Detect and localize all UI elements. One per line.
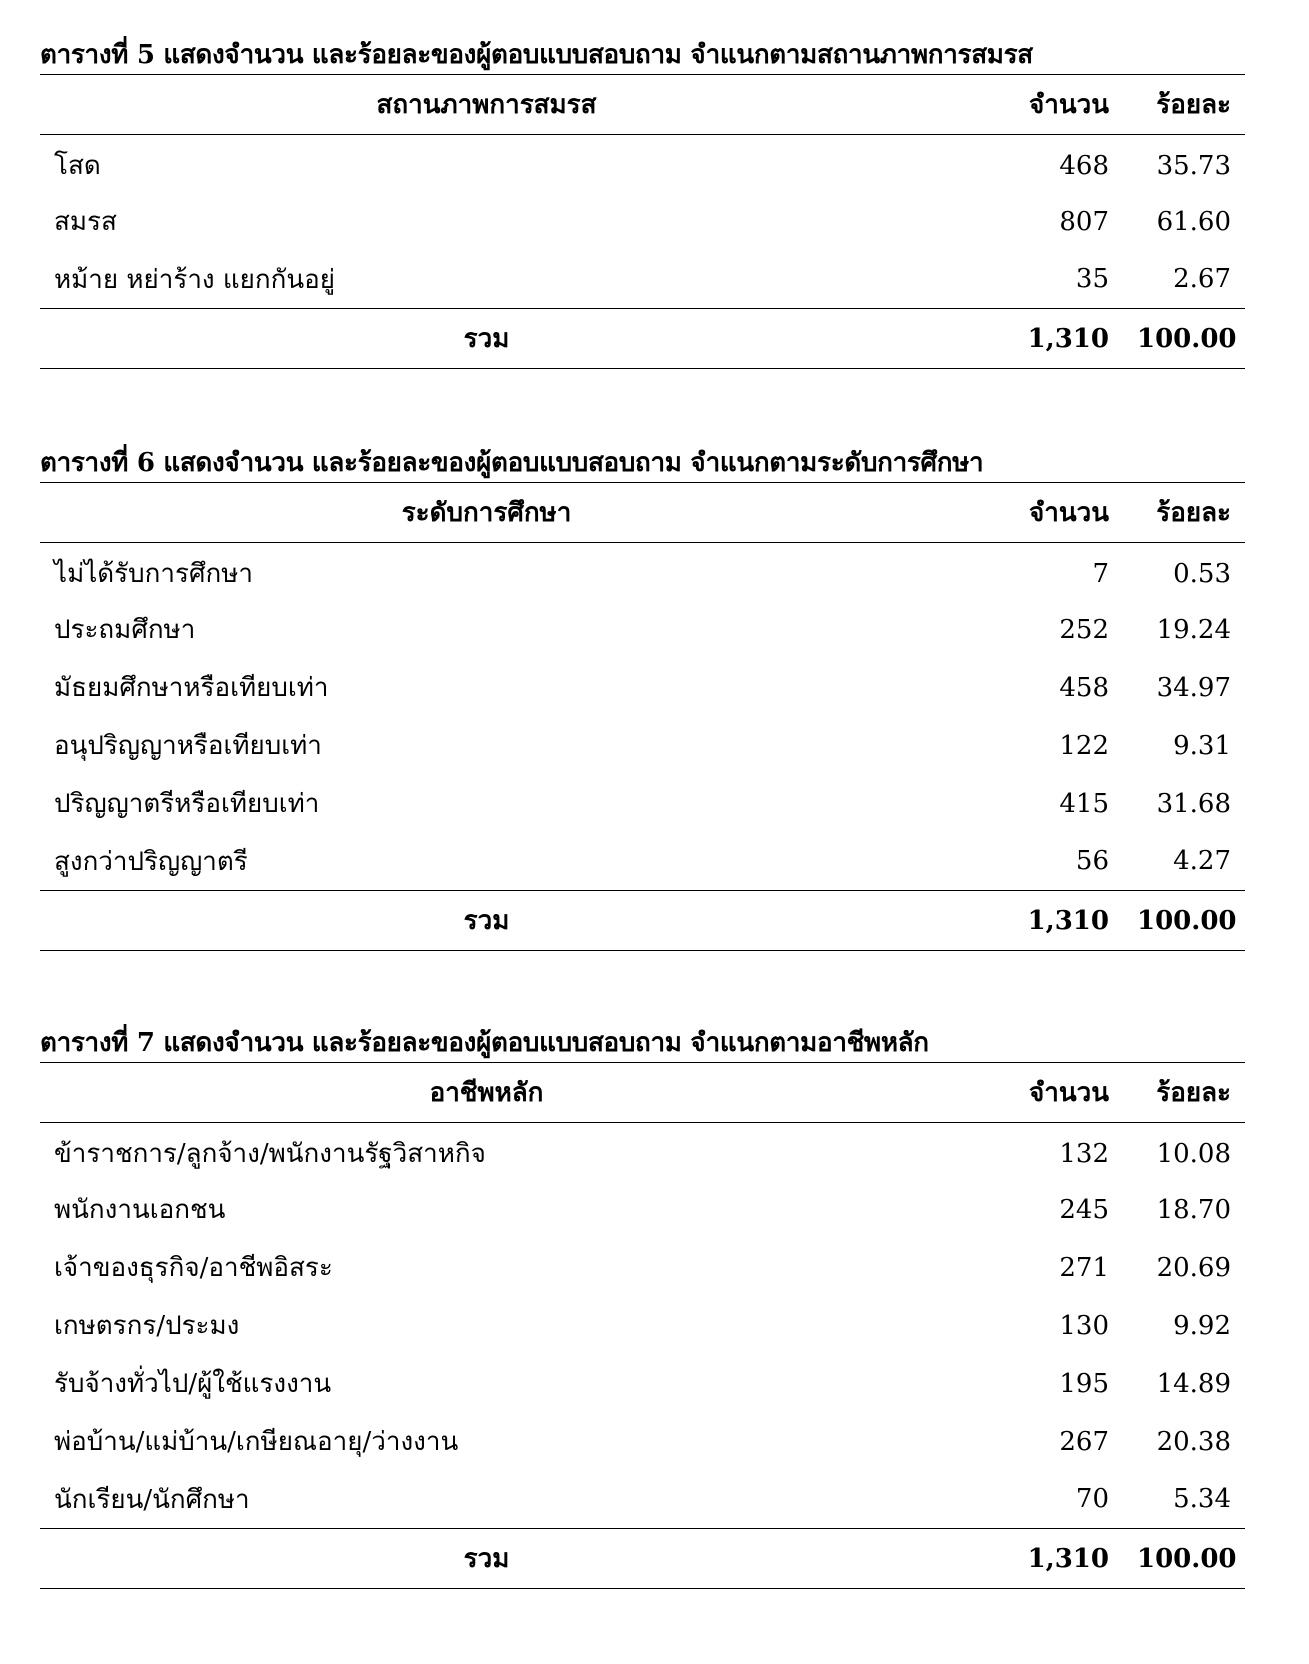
table-row — [40, 1297, 1245, 1355]
table-total-row — [40, 1529, 1245, 1589]
table-row — [40, 833, 1245, 891]
column-header-percent: ร้อยละ — [1123, 483, 1245, 543]
column-header-education-level: ระดับการศึกษา — [40, 483, 933, 543]
row-count: 70 — [1075, 1484, 1109, 1515]
row-label: เจ้าของธุรกิจ/อาชีพอิสระ — [54, 1253, 333, 1283]
row-percent: 14.89 — [1156, 1368, 1231, 1399]
table-row — [40, 775, 1245, 833]
row-label: โสด — [54, 151, 101, 182]
row-count: 468 — [1059, 150, 1109, 181]
table-row — [40, 717, 1245, 775]
row-percent: 20.38 — [1156, 1426, 1231, 1457]
table-5 — [40, 74, 1245, 369]
row-label: สูงกว่าปริญญาตรี — [54, 846, 248, 877]
row-percent: 61.60 — [1156, 206, 1231, 237]
row-label: พ่อบ้าน/แม่บ้าน/เกษียณอายุ/ว่างงาน — [54, 1427, 459, 1457]
row-percent: 5.34 — [1173, 1484, 1231, 1515]
table-row — [40, 543, 1245, 601]
row-label: ประถมศึกษา — [54, 615, 196, 645]
table-row — [40, 1413, 1245, 1471]
row-label: นักเรียน/นักศึกษา — [54, 1484, 250, 1515]
table-total-row — [40, 891, 1245, 951]
table-6 — [40, 482, 1245, 951]
row-label: หม้าย หย่าร้าง แยกกันอยู่ — [54, 264, 335, 295]
table-row — [40, 1123, 1245, 1181]
column-header-occupation: อาชีพหลัก — [40, 1063, 933, 1123]
table-row — [40, 193, 1245, 251]
table-row — [40, 135, 1245, 193]
row-count: 267 — [1059, 1426, 1109, 1457]
row-label: ข้าราชการ/ลูกจ้าง/พนักงานรัฐวิสาหกิจ — [54, 1139, 486, 1170]
table-5-caption: ตารางที่ 5 แสดงจำนวน และร้อยละของผู้ตอบแบบสอบถาม จำแนกตามสถานภาพการสมรส — [40, 40, 1033, 70]
column-header-count: จำนวน — [933, 1063, 1123, 1123]
row-label: เกษตรกร/ประมง — [54, 1311, 240, 1341]
row-count: 195 — [1059, 1368, 1109, 1399]
table-row — [40, 1239, 1245, 1297]
table-7-main-occupation — [40, 1026, 1245, 1589]
row-percent: 0.53 — [1173, 558, 1231, 589]
table-row — [40, 1181, 1245, 1239]
table-total-row — [40, 309, 1245, 369]
table-row — [40, 1471, 1245, 1529]
table-row — [40, 251, 1245, 309]
table-row — [40, 601, 1245, 659]
total-percent: 100.00 — [1123, 1529, 1245, 1589]
row-count: 56 — [1075, 846, 1109, 877]
row-percent: 10.08 — [1156, 1138, 1231, 1169]
total-label: รวม — [40, 309, 933, 369]
row-percent: 18.70 — [1156, 1194, 1231, 1225]
row-label: รับจ้างทั่วไป/ผู้ใช้แรงงาน — [54, 1369, 332, 1399]
table-6-caption: ตารางที่ 6 แสดงจำนวน และร้อยละของผู้ตอบแบบสอบถาม จำแนกตามระดับการศึกษา — [40, 448, 984, 478]
row-percent: 35.73 — [1156, 150, 1231, 181]
total-count: 1,310 — [933, 309, 1123, 369]
row-percent: 34.97 — [1156, 672, 1231, 703]
row-percent: 31.68 — [1156, 788, 1231, 819]
row-count: 35 — [1075, 264, 1109, 295]
total-percent: 100.00 — [1123, 891, 1245, 951]
row-count: 252 — [1059, 614, 1109, 645]
table-header-row — [40, 483, 1245, 543]
row-label: อนุปริญญาหรือเทียบเท่า — [54, 731, 322, 761]
table-5-marital-status — [40, 38, 1245, 369]
row-count: 7 — [1092, 558, 1109, 589]
table-header-row — [40, 1063, 1245, 1123]
table-7-caption: ตารางที่ 7 แสดงจำนวน และร้อยละของผู้ตอบแบบสอบถาม จำแนกตามอาชีพหลัก — [40, 1028, 929, 1058]
row-label: พนักงานเอกชน — [54, 1195, 226, 1225]
row-count: 245 — [1059, 1194, 1109, 1225]
row-label: ไม่ได้รับการศึกษา — [54, 559, 253, 590]
column-header-count: จำนวน — [933, 483, 1123, 543]
row-label: มัธยมศึกษาหรือเทียบเท่า — [54, 673, 329, 703]
table-row — [40, 659, 1245, 717]
total-percent: 100.00 — [1123, 309, 1245, 369]
row-label: สมรส — [54, 207, 117, 237]
row-count: 415 — [1059, 788, 1109, 819]
row-count: 132 — [1059, 1138, 1109, 1169]
total-label: รวม — [40, 891, 933, 951]
table-row — [40, 1355, 1245, 1413]
column-header-count: จำนวน — [933, 75, 1123, 135]
total-label: รวม — [40, 1529, 933, 1589]
total-count: 1,310 — [933, 1529, 1123, 1589]
row-count: 458 — [1059, 672, 1109, 703]
total-count: 1,310 — [933, 891, 1123, 951]
column-header-percent: ร้อยละ — [1123, 75, 1245, 135]
row-count: 271 — [1059, 1252, 1109, 1283]
row-percent: 2.67 — [1173, 264, 1231, 295]
column-header-percent: ร้อยละ — [1123, 1063, 1245, 1123]
row-count: 130 — [1059, 1310, 1109, 1341]
row-label: ปริญญาตรีหรือเทียบเท่า — [54, 789, 320, 819]
column-header-marital-status: สถานภาพการสมรส — [40, 75, 933, 135]
row-percent: 9.31 — [1173, 730, 1231, 761]
row-percent: 4.27 — [1173, 846, 1231, 877]
row-percent: 9.92 — [1173, 1310, 1231, 1341]
row-count: 807 — [1059, 206, 1109, 237]
row-count: 122 — [1059, 730, 1109, 761]
table-header-row — [40, 75, 1245, 135]
row-percent: 19.24 — [1156, 614, 1231, 645]
row-percent: 20.69 — [1156, 1252, 1231, 1283]
table-7 — [40, 1062, 1245, 1589]
table-6-education-level — [40, 446, 1245, 951]
